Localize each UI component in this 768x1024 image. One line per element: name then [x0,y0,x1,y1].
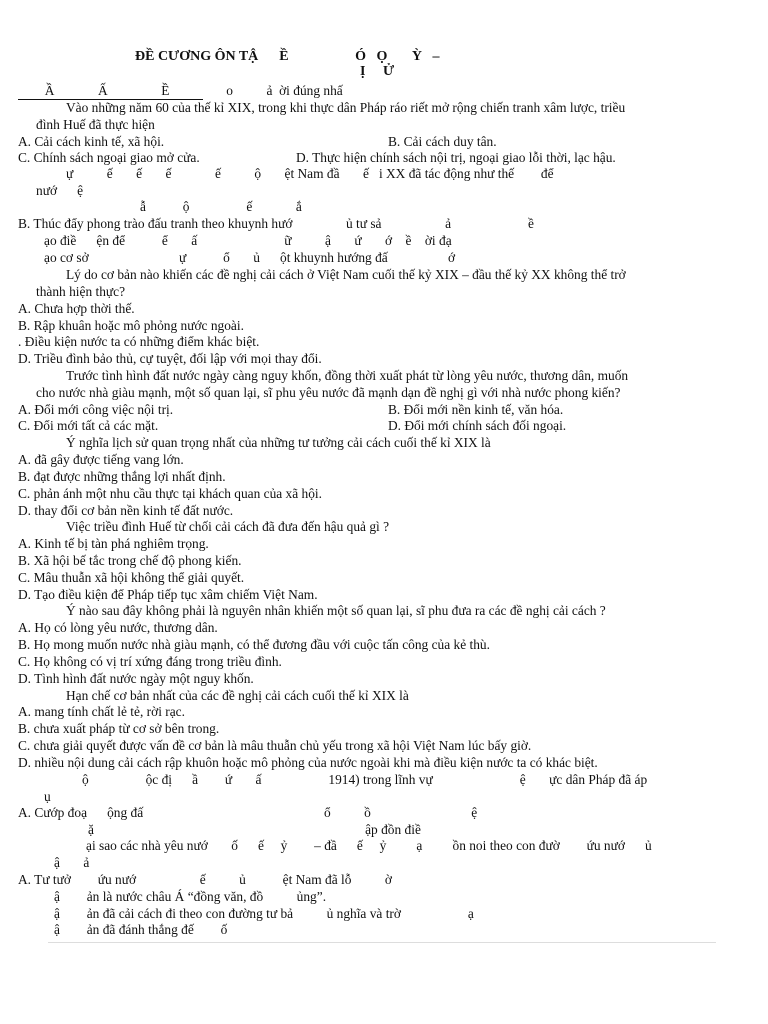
text-line: B. đạt được những thắng lợi nhất định. [18,469,226,484]
text-line: D. Tạo điều kiện để Pháp tiếp tục xâm chiếm Việt Nam. [18,587,318,602]
page-divider [48,942,716,943]
text-line: C. Chính sách ngoại giao mở cửa. [18,150,200,165]
text-line: ạo điề ện để ể ấ ữ ậ ứ ớ ề ời đạ [44,233,452,248]
text-line: A. Cải cách kinh tế, xã hội. [18,134,165,149]
text-line: A. Họ có lòng yêu nước, thương dân. [18,620,218,635]
text-line: Việc triều đình Huế từ chối cải cách đã đưa đến hậu quả gì ? [66,519,390,534]
text-line: D. nhiều nội dung cải cách rập khuôn hoặc mô phỏng của nước ngoài khi mà điều kiện nước ta có khác biệt. [18,755,598,770]
text-line: ại sao các nhà yêu nướ ố ế ỷ – đầ ế ỷ ạ ồn noi theo con đườ ứu nướ ủ [86,838,652,853]
text-line: ặ ập đồn điề [88,822,421,837]
text-line: C. phản ánh một nhu cầu thực tại khách quan của xã hội. [18,486,322,501]
text-line: cho nước nhà giàu mạnh, một số quan lại, sĩ phu yêu nước đã mạnh dạn đề nghị gì với nhà nước phong kiến? [36,385,621,400]
text-line: B. Xã hội bế tắc trong chế độ phong kiến. [18,553,242,568]
text-line: B. Cải cách duy tân. [388,134,497,149]
document-title-line2: Ị Ử [360,64,395,79]
text-line: ự ế ế ế ế ộ ệt Nam đầ ế i XX đã tác động như thế để [66,166,554,181]
text-line: A. Chưa hợp thời thế. [18,301,135,316]
text-line: ậ ả [54,855,90,870]
text-line: D. thay đổi cơ bản nền kinh tế đất nước. [18,503,234,518]
text-line: ậ ản đã cải cách đi theo con đường tư bả ủ nghĩa và trờ ạ [54,906,474,921]
text-line: ụ [44,789,51,804]
section-heading: Ầ Ấ Ề o ả ời đúng nhấ [18,83,343,98]
text-line: Vào những năm 60 của thế kỉ XIX, trong khi thực dân Pháp ráo riết mở rộng chiến tranh xâm lược, triều [66,100,626,115]
text-line: ậ ản là nước châu Á “đồng văn, đồ ủng”. [54,889,327,904]
text-line: A. Kinh tế bị tàn phá nghiêm trọng. [18,536,209,551]
text-line: đình Huế đã thực hiện [36,117,155,132]
text-line: B. Thúc đẩy phong trào đấu tranh theo khuynh hướ ủ tư sả ả ề [18,216,534,231]
text-line: Hạn chế cơ bản nhất của các đề nghị cải cách cuối thế kỉ XIX là [66,688,409,703]
text-line: B. Rập khuân hoặc mô phỏng nước ngoài. [18,318,244,333]
text-line: A. mang tính chất lẻ tẻ, rời rạc. [18,704,185,719]
document-title: ĐỀ CƯƠNG ÔN TẬ Ề Ó Ọ Ỳ – [135,49,440,64]
text-line: A. đã gây được tiếng vang lớn. [18,452,184,467]
text-line: Trước tình hình đất nước ngày càng nguy khốn, đồng thời xuất phát từ lòng yêu nước, thương dân, muốn [66,368,629,383]
text-line: ạo cơ sở ự ổ ủ ột khuynh hướng đấ ớ [44,250,456,265]
text-line: nướ ệ [36,183,84,198]
text-line: B. Họ mong muốn nước nhà giàu mạnh, có thể đương đầu với cuộc tấn công của kẻ thù. [18,637,490,652]
text-line: . Điều kiện nước ta có những điểm khác biệt. [18,334,260,349]
text-line: A. Cướp đoạ ộng đấ ổ ồ ệ [18,805,478,820]
text-line: D. Triều đình bảo thủ, cự tuyệt, đối lập với mọi thay đổi. [18,351,322,366]
text-line: D. Đổi mới chính sách đối ngoại. [388,418,567,433]
text-line: C. Họ không có vị trí xứng đáng trong triều đình. [18,654,282,669]
text-line: thành hiện thực? [36,284,126,299]
text-line: Ý nào sau đây không phải là nguyên nhân khiến một số quan lại, sĩ phu đưa ra các đề nghị cải cách ? [66,603,606,618]
text-line: Ý nghĩa lịch sử quan trọng nhất của những tư tưởng cải cách cuối thế kỉ XIX là [66,435,491,450]
text-line: D. Tình hình đất nước ngày một nguy khốn. [18,671,254,686]
text-line: D. Thực hiện chính sách nội trị, ngoại giao lỗi thời, lạc hậu. [296,150,616,165]
text-line: A. Tư tưở ứu nướ ế ủ ệt Nam đã lỗ ờ [18,872,392,887]
text-line: ậ ản đã đánh thắng đế ố [54,922,228,937]
text-line: C. Đổi mới tất cả các mặt. [18,418,159,433]
text-line: C. Mâu thuẫn xã hội không thể giải quyết. [18,570,245,585]
text-line: Lý do cơ bản nào khiến các đề nghị cải cách ở Việt Nam cuối thế kỷ XIX – đầu thế kỷ XX không thể trở [66,267,626,282]
text-line: A. Đổi mới công việc nội trị. [18,402,174,417]
text-line: B. Đổi mới nền kinh tế, văn hóa. [388,402,564,417]
text-line: ộ ộc đị ầ ứ ấ 1914) trong lĩnh vự ệ ực dân Pháp đã áp [82,772,648,787]
text-line: ẫ ộ ế ắ [140,199,302,214]
text-line: C. chưa giải quyết được vấn đề cơ bản là mâu thuẫn chủ yếu trong xã hội Việt Nam lúc bấy giờ. [18,738,532,753]
text-line: B. chưa xuất pháp từ cơ sở bên trong. [18,721,220,736]
